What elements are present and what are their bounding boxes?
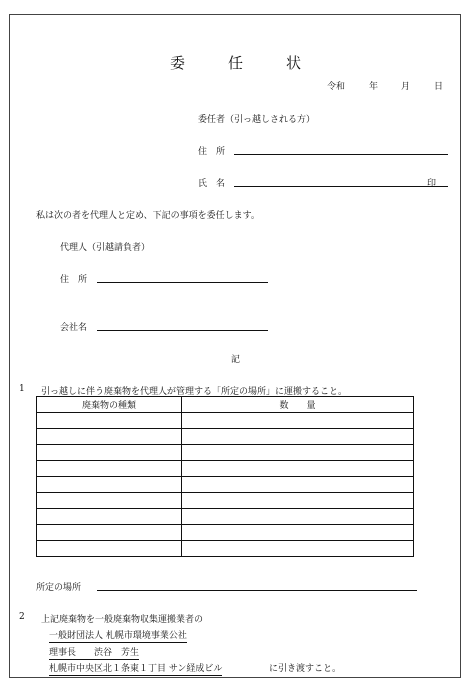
principal-address-label: 住 所 (198, 147, 226, 157)
table-row (37, 445, 414, 461)
date-era: 令和 (327, 82, 346, 92)
waste-type-cell[interactable] (37, 461, 182, 477)
waste-type-cell[interactable] (37, 509, 182, 525)
waste-table (36, 396, 414, 557)
date-month: 月 (401, 82, 411, 92)
agent-address-label: 住 所 (60, 275, 88, 285)
waste-type-cell[interactable] (37, 525, 182, 541)
date-day: 日 (434, 82, 444, 92)
principal-address-line[interactable] (234, 154, 448, 155)
waste-table-header (37, 397, 414, 413)
agent-heading: 代理人（引越請負者） (60, 243, 151, 253)
header-quantity: 数 量 (182, 397, 414, 413)
waste-type-cell[interactable] (37, 413, 182, 429)
quantity-cell[interactable] (182, 541, 414, 557)
quantity-cell[interactable] (182, 445, 414, 461)
principal-heading: 委任者（引っ越しされる方） (198, 115, 316, 125)
item1-text: 引っ越しに伴う廃棄物を代理人が管理する「所定の場所」に運搬すること。 (41, 387, 348, 397)
waste-type-cell[interactable] (37, 445, 182, 461)
location-line[interactable] (97, 590, 417, 591)
collector-representative: 理事長 渋谷 芳生 (49, 645, 139, 660)
agent-address-line[interactable] (97, 282, 268, 283)
table-row (37, 509, 414, 525)
table-row (37, 429, 414, 445)
waste-type-cell[interactable] (37, 477, 182, 493)
table-row (37, 541, 414, 557)
quantity-cell[interactable] (182, 429, 414, 445)
quantity-cell[interactable] (182, 413, 414, 429)
agent-company-line[interactable] (97, 330, 268, 331)
delegation-statement: 私は次の者を代理人と定め、下記の事項を委任します。 (36, 211, 260, 221)
seal-mark: 印 (427, 179, 437, 189)
item2-text: 上記廃棄物を一般廃棄物収集運搬業者の (41, 615, 204, 625)
principal-name-label: 氏 名 (198, 179, 226, 189)
table-row (37, 413, 414, 429)
quantity-cell[interactable] (182, 461, 414, 477)
item1-number: 1 (19, 384, 25, 394)
quantity-cell[interactable] (182, 525, 414, 541)
quantity-cell[interactable] (182, 477, 414, 493)
waste-type-cell[interactable] (37, 493, 182, 509)
document-title: 委 任 状 (169, 54, 315, 72)
waste-type-cell[interactable] (37, 541, 182, 557)
table-row (37, 525, 414, 541)
date-year: 年 (369, 82, 379, 92)
quantity-cell[interactable] (182, 509, 414, 525)
ki-heading: 記 (231, 355, 241, 365)
item2-number: 2 (19, 612, 25, 622)
header-waste-type: 廃棄物の種類 (37, 397, 182, 413)
waste-type-cell[interactable] (37, 429, 182, 445)
collector-address: 札幌市中央区北１条東１丁目 サン経成ビル (49, 661, 222, 676)
principal-name-line[interactable] (234, 186, 448, 187)
table-row (37, 461, 414, 477)
location-label: 所定の場所 (36, 583, 82, 593)
agent-company-label: 会社名 (60, 323, 88, 333)
table-row (37, 477, 414, 493)
collector-organization: 一般財団法人 札幌市環境事業公社 (49, 628, 187, 643)
item2-suffix: に引き渡すこと。 (269, 664, 342, 674)
quantity-cell[interactable] (182, 493, 414, 509)
table-row (37, 493, 414, 509)
